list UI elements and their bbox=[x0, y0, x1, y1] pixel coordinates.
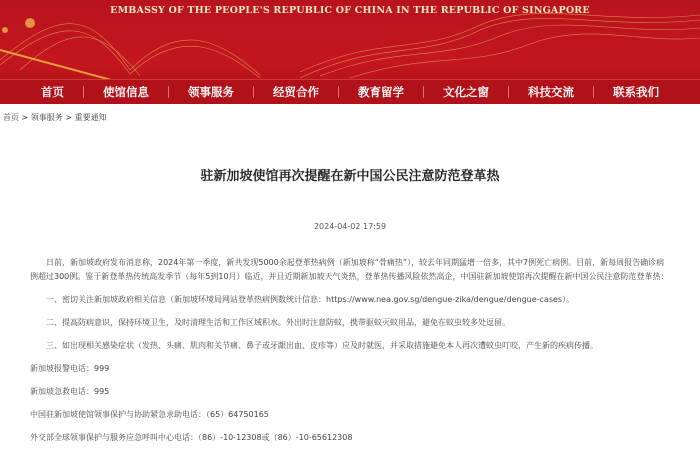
nav-consular[interactable]: 领事服务 bbox=[168, 86, 253, 98]
embassy-title: EMBASSY OF THE PEOPLE'S REPUBLIC OF CHINA IN THE REPUBLIC OF SINGAPORE bbox=[110, 5, 590, 16]
paragraph: 三、如出现相关感染症状（发热、头痛、肌肉和关节痛、鼻子或牙龈出血、皮疹等）应及时就医，并采取措施避免本人再次遭蚊虫叮咬，产生新的疾病传播。 bbox=[46, 341, 598, 350]
article-date: 2024-04-02 17:59 bbox=[313, 222, 387, 231]
nav-trade[interactable]: 经贸合作 bbox=[253, 86, 338, 98]
breadcrumb-notice[interactable]: 重要通知 bbox=[74, 113, 107, 122]
paragraph: 中国驻新加坡使馆领事保护与协助紧急求助电话：（65）64750165 bbox=[30, 410, 269, 419]
breadcrumb-home[interactable]: 首页 bbox=[3, 113, 19, 122]
breadcrumb-separator: > bbox=[65, 113, 73, 122]
paragraph: 新加坡急救电话：995 bbox=[30, 387, 110, 396]
header-banner bbox=[0, 0, 700, 104]
nav-contact[interactable]: 联系我们 bbox=[593, 86, 678, 98]
nav-home[interactable]: 首页 bbox=[41, 85, 64, 99]
nav-education[interactable]: 教育留学 bbox=[338, 86, 423, 98]
main-nav bbox=[0, 79, 700, 104]
breadcrumb-separator: > bbox=[21, 113, 29, 122]
article-body bbox=[0, 256, 700, 445]
article-title: 驻新加坡使馆再次提醒在新中国公民注意防范登革热 bbox=[200, 169, 500, 184]
paragraph: 一、密切关注新加坡政府相关信息（新加坡环境局网站登革热病例数统计信息：https://www.nea.gov.sg/dengue-zika/dengue/dengue-cases）。 bbox=[46, 295, 575, 304]
nav-culture[interactable]: 文化之窗 bbox=[423, 86, 508, 98]
nav-science[interactable]: 科技交流 bbox=[508, 86, 593, 98]
paragraph: 外交部全球领事保护与服务应急呼叫中心电话：（86）-10-12308或（86）-10-65612308 bbox=[30, 433, 353, 442]
breadcrumb-consular[interactable]: 领事服务 bbox=[30, 113, 63, 122]
paragraph: 二、提高防病意识，保持环境卫生，及时清理生活和工作区域积水。外出时注意防蚊，携带驱蚊灭蚊用品，避免在蚊虫较多处逗留。 bbox=[46, 318, 510, 327]
nav-embassy-info[interactable]: 使馆信息 bbox=[83, 86, 168, 98]
paragraph: 新加坡报警电话：999 bbox=[30, 364, 110, 373]
breadcrumb bbox=[0, 104, 700, 131]
paragraph: 日前，新加坡政府发布消息称，2024年第一季度，新共发现5000余起登革热病例（新加坡称“骨痛热”），较去年同期猛增一倍多，其中7例死亡病例。目前，新每周报告确诊病例超过300例。鉴于新登革热传统高发季节（每年5到10月）临近，并且近期新加坡天气炎热，登革热传播风险依然高企，中国驻新加坡使馆再次提醒在新中国公民注意防范登革热： bbox=[30, 258, 669, 281]
